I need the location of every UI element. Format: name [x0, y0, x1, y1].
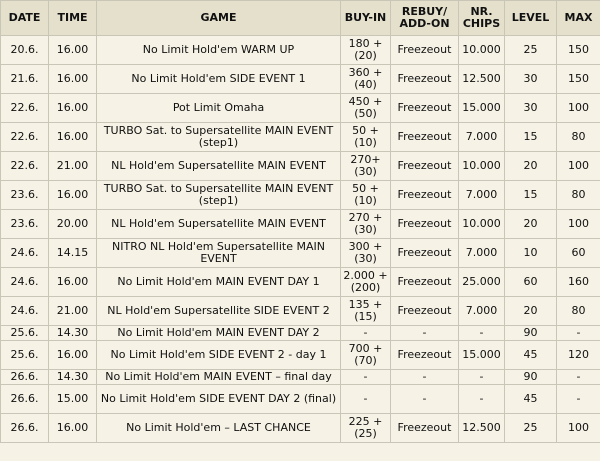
cell-buyin: 270 + (30)	[341, 210, 391, 239]
cell-time: 21.00	[49, 152, 97, 181]
col-header-chips: NR. CHIPS	[459, 1, 505, 36]
cell-chips: 25.000	[459, 268, 505, 297]
cell-max: 150	[557, 65, 600, 94]
cell-chips: 7.000	[459, 239, 505, 268]
col-header-date: DATE	[1, 1, 49, 36]
col-header-level: LEVEL	[505, 1, 557, 36]
cell-chips: 7.000	[459, 181, 505, 210]
cell-date: 24.6.	[1, 239, 49, 268]
cell-level: 25	[505, 36, 557, 65]
cell-buyin: 50 + (10)	[341, 181, 391, 210]
cell-date: 24.6.	[1, 297, 49, 326]
col-header-rebuy: REBUY/ ADD-ON	[391, 1, 459, 36]
cell-game: NL Hold'em Supersatellite MAIN EVENT	[97, 210, 341, 239]
cell-buyin: 50 + (10)	[341, 123, 391, 152]
cell-time: 20.00	[49, 210, 97, 239]
col-header-time: TIME	[49, 1, 97, 36]
cell-time: 16.00	[49, 65, 97, 94]
cell-date: 26.6.	[1, 370, 49, 385]
table-row	[1, 370, 600, 385]
cell-chips: 15.000	[459, 341, 505, 370]
cell-max: 100	[557, 152, 600, 181]
cell-max: 80	[557, 123, 600, 152]
table-row	[1, 65, 600, 94]
table-row	[1, 239, 600, 268]
cell-date: 22.6.	[1, 152, 49, 181]
cell-buyin: 360 + (40)	[341, 65, 391, 94]
cell-buyin: 135 + (15)	[341, 297, 391, 326]
cell-rebuy: Freezeout	[391, 268, 459, 297]
cell-max: -	[557, 370, 600, 385]
cell-max: 80	[557, 297, 600, 326]
cell-level: 25	[505, 414, 557, 443]
cell-date: 22.6.	[1, 94, 49, 123]
cell-date: 23.6.	[1, 181, 49, 210]
cell-time: 16.00	[49, 36, 97, 65]
cell-time: 16.00	[49, 414, 97, 443]
cell-rebuy: -	[391, 385, 459, 414]
cell-game: Pot Limit Omaha	[97, 94, 341, 123]
table-row	[1, 94, 600, 123]
cell-rebuy: -	[391, 326, 459, 341]
cell-rebuy: Freezeout	[391, 297, 459, 326]
cell-chips: 10.000	[459, 152, 505, 181]
cell-chips: -	[459, 385, 505, 414]
cell-game: No Limit Hold'em SIDE EVENT 1	[97, 65, 341, 94]
cell-date: 22.6.	[1, 123, 49, 152]
cell-max: 160	[557, 268, 600, 297]
cell-time: 21.00	[49, 297, 97, 326]
cell-date: 26.6.	[1, 385, 49, 414]
cell-buyin: 180 + (20)	[341, 36, 391, 65]
cell-date: 20.6.	[1, 36, 49, 65]
cell-chips: 7.000	[459, 297, 505, 326]
cell-level: 30	[505, 94, 557, 123]
cell-buyin: 225 + (25)	[341, 414, 391, 443]
cell-chips: 10.000	[459, 210, 505, 239]
cell-max: 150	[557, 36, 600, 65]
cell-level: 60	[505, 268, 557, 297]
cell-rebuy: Freezeout	[391, 341, 459, 370]
cell-buyin: -	[341, 326, 391, 341]
cell-level: 15	[505, 181, 557, 210]
cell-date: 25.6.	[1, 326, 49, 341]
cell-time: 16.00	[49, 181, 97, 210]
cell-rebuy: Freezeout	[391, 152, 459, 181]
cell-time: 14.15	[49, 239, 97, 268]
cell-max: -	[557, 326, 600, 341]
cell-date: 21.6.	[1, 65, 49, 94]
cell-max: 80	[557, 181, 600, 210]
cell-time: 16.00	[49, 341, 97, 370]
cell-chips: 12.500	[459, 414, 505, 443]
cell-time: 15.00	[49, 385, 97, 414]
table-row	[1, 123, 600, 152]
cell-level: 10	[505, 239, 557, 268]
cell-level: 90	[505, 370, 557, 385]
cell-level: 20	[505, 210, 557, 239]
cell-game: NITRO NL Hold'em Supersatellite MAIN EVENT	[97, 239, 341, 268]
table-row	[1, 152, 600, 181]
cell-level: 90	[505, 326, 557, 341]
table-row	[1, 210, 600, 239]
cell-buyin: -	[341, 370, 391, 385]
cell-level: 20	[505, 152, 557, 181]
cell-rebuy: Freezeout	[391, 414, 459, 443]
cell-date: 26.6.	[1, 414, 49, 443]
cell-level: 15	[505, 123, 557, 152]
cell-level: 45	[505, 341, 557, 370]
cell-game: No Limit Hold'em SIDE EVENT DAY 2 (final)	[97, 385, 341, 414]
cell-rebuy: Freezeout	[391, 210, 459, 239]
cell-rebuy: -	[391, 370, 459, 385]
cell-rebuy: Freezeout	[391, 181, 459, 210]
cell-game: No Limit Hold'em SIDE EVENT 2 - day 1	[97, 341, 341, 370]
header-row	[1, 1, 600, 36]
cell-date: 25.6.	[1, 341, 49, 370]
cell-rebuy: Freezeout	[391, 65, 459, 94]
cell-game: No Limit Hold'em – LAST CHANCE	[97, 414, 341, 443]
cell-time: 16.00	[49, 268, 97, 297]
col-header-max: MAX	[557, 1, 600, 36]
cell-buyin: 450 + (50)	[341, 94, 391, 123]
cell-max: 100	[557, 210, 600, 239]
cell-chips: 10.000	[459, 36, 505, 65]
cell-chips: 12.500	[459, 65, 505, 94]
cell-buyin: 700 + (70)	[341, 341, 391, 370]
cell-chips: -	[459, 326, 505, 341]
cell-level: 45	[505, 385, 557, 414]
cell-max: 60	[557, 239, 600, 268]
cell-chips: 7.000	[459, 123, 505, 152]
cell-level: 30	[505, 65, 557, 94]
cell-date: 23.6.	[1, 210, 49, 239]
table-row	[1, 341, 600, 370]
table-row	[1, 297, 600, 326]
cell-game: No Limit Hold'em MAIN EVENT – final day	[97, 370, 341, 385]
cell-game: No Limit Hold'em WARM UP	[97, 36, 341, 65]
cell-chips: 15.000	[459, 94, 505, 123]
table-row	[1, 326, 600, 341]
table-row	[1, 414, 600, 443]
cell-game: TURBO Sat. to Supersatellite MAIN EVENT (step1)	[97, 123, 341, 152]
cell-game: NL Hold'em Supersatellite MAIN EVENT	[97, 152, 341, 181]
cell-time: 16.00	[49, 123, 97, 152]
table-row	[1, 385, 600, 414]
cell-chips: -	[459, 370, 505, 385]
col-header-buyin: BUY-IN	[341, 1, 391, 36]
table-row	[1, 36, 600, 65]
cell-game: TURBO Sat. to Supersatellite MAIN EVENT (step1)	[97, 181, 341, 210]
cell-rebuy: Freezeout	[391, 36, 459, 65]
cell-game: No Limit Hold'em MAIN EVENT DAY 2	[97, 326, 341, 341]
cell-buyin: -	[341, 385, 391, 414]
cell-date: 24.6.	[1, 268, 49, 297]
cell-rebuy: Freezeout	[391, 239, 459, 268]
col-header-game: GAME	[97, 1, 341, 36]
cell-time: 14.30	[49, 326, 97, 341]
table-row	[1, 181, 600, 210]
cell-time: 16.00	[49, 94, 97, 123]
cell-buyin: 300 + (30)	[341, 239, 391, 268]
cell-time: 14.30	[49, 370, 97, 385]
cell-rebuy: Freezeout	[391, 94, 459, 123]
cell-buyin: 270+ (30)	[341, 152, 391, 181]
cell-max: 120	[557, 341, 600, 370]
table-row	[1, 268, 600, 297]
cell-rebuy: Freezeout	[391, 123, 459, 152]
cell-buyin: 2.000 + (200)	[341, 268, 391, 297]
cell-game: NL Hold'em Supersatellite SIDE EVENT 2	[97, 297, 341, 326]
cell-max: 100	[557, 414, 600, 443]
cell-max: -	[557, 385, 600, 414]
cell-game: No Limit Hold'em MAIN EVENT DAY 1	[97, 268, 341, 297]
cell-level: 20	[505, 297, 557, 326]
cell-max: 100	[557, 94, 600, 123]
